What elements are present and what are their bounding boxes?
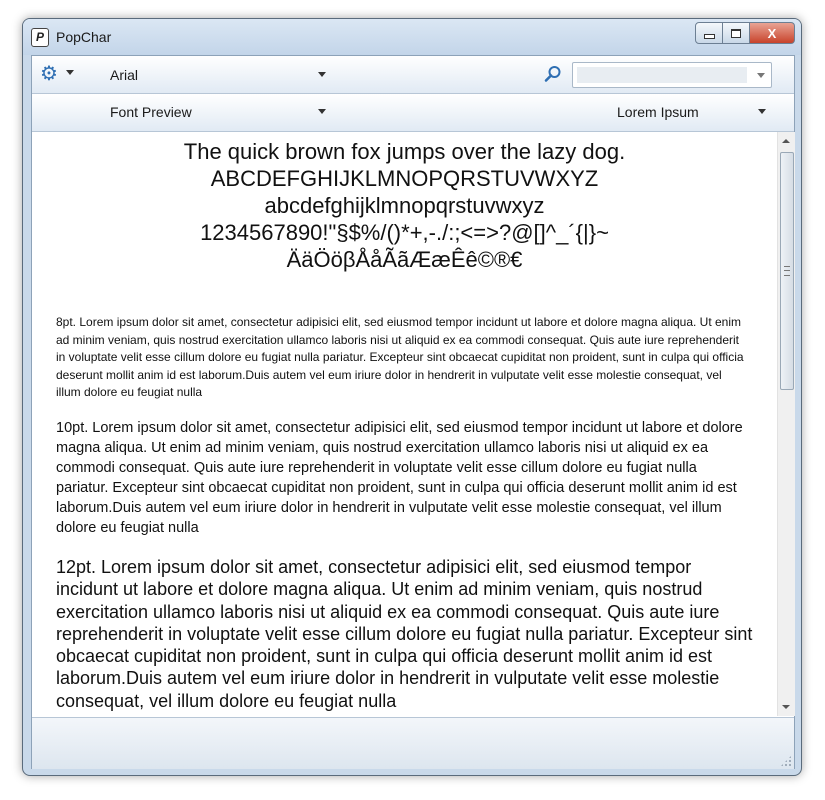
scroll-up-icon[interactable] [782,139,790,143]
view-mode-dropdown-icon[interactable] [318,109,326,114]
view-mode-selector[interactable]: Font Preview [110,104,192,120]
search-history-dropdown-icon[interactable] [757,73,765,78]
search-input[interactable] [577,67,747,83]
scroll-down-icon[interactable] [782,705,790,709]
lowercase-line: abcdefghijklmnopqrstuvwxyz [264,193,545,218]
font-preview-area[interactable] [32,132,777,716]
scroll-thumb[interactable] [780,152,794,390]
minimize-icon [704,34,715,39]
accented-chars-line: ÄäÖöβÅåÃãÆæÊê©®€ [286,247,523,272]
main-toolbar [32,56,794,94]
sample-text-selector[interactable]: Lorem Ipsum [617,104,699,120]
lorem-12pt-paragraph: 12pt. Lorem ipsum dolor sit amet, consectetur adipisici elit, sed eiusmod tempor incidunt ut labore et dolore magna aliqua. Ut enim ad minim veniam, quis nostrud exercitation ullamco laboris nisi ut aliquid ex ea commodi consequat. Quis aute iure reprehenderit in voluptate velit esse cillum dolore eu fugiat nulla pariatur. Excepteur sint obcaecat cupiditat non proident, sunt in culpa qui officia deserunt mollit anim id est laborum.Duis autem vel eum iriure dolor in hendrerit in vulputate velit esse molestie consequat, vel illum dolore eu feugiat nulla [56,557,753,711]
uppercase-line: ABCDEFGHIJKLMNOPQRSTUVWXYZ [210,166,599,191]
client-area [31,55,795,769]
resize-grip-icon[interactable] [780,755,792,767]
view-toolbar [32,94,794,132]
popchar-window [22,18,802,776]
title-bar[interactable] [23,19,801,55]
grip-icon [784,266,790,276]
window-controls [695,22,795,42]
lorem-10pt-paragraph: 10pt. Lorem ipsum dolor sit amet, consectetur adipisici elit, sed eiusmod tempor incidunt ut labore et dolore magna aliqua. Ut enim ad minim veniam, quis nostrud exercitation ullamco laboris nisi ut aliquid ex ea commodi consequat. Quis aute iure reprehenderit in voluptate velit esse cillum dolore eu fugiat nulla pariatur. Excepteur sint obcaecat cupiditat non proident, sunt in culpa qui officia deserunt mollit anim id est laborum.Duis autem vel eum iriure dolor in hendrerit in vulputate velit esse molestie consequat, vel illum dolore eu feugiat nulla [56,420,743,536]
vertical-scrollbar[interactable] [777,132,795,716]
minimize-button[interactable] [695,22,723,44]
digits-symbols-line: 1234567890!"§$%/()*+,-./:;<=>?@[]^_´{|}~ [200,220,609,245]
search-icon[interactable] [544,65,562,83]
settings-dropdown-icon[interactable] [66,70,74,75]
font-selector[interactable]: Arial [110,67,139,83]
status-bar [32,717,794,769]
maximize-button[interactable] [723,22,750,44]
font-dropdown-icon[interactable] [318,72,326,77]
pangram-line: The quick brown fox jumps over the lazy dog. [183,139,626,164]
maximize-icon [731,29,741,38]
gear-icon[interactable]: ⚙ [40,63,58,85]
window-title: PopChar [56,29,112,45]
popchar-app-icon[interactable]: P [31,28,49,47]
sample-text-dropdown-icon[interactable] [758,109,766,114]
close-button[interactable]: X [750,22,795,44]
search-combobox[interactable] [572,62,772,88]
lorem-8pt-paragraph: 8pt. Lorem ipsum dolor sit amet, consectetur adipisici elit, sed eiusmod tempor incidunt ut labore et dolore magna aliqua. Ut enim ad minim veniam, quis nostrud exercitation ullamco laboris nisi ut aliquid ex ea commodi consequat. Quis aute iure reprehenderit in voluptate velit esse cillum dolore eu fugiat nulla pariatur. Excepteur sint obcaecat cupiditat non proident, sunt in culpa qui officia deserunt mollit anim id est laborum.Duis autem vel eum iriure dolor in hendrerit in vulputate velit esse molestie consequat, vel illum dolore eu feugiat nulla [56,315,744,399]
